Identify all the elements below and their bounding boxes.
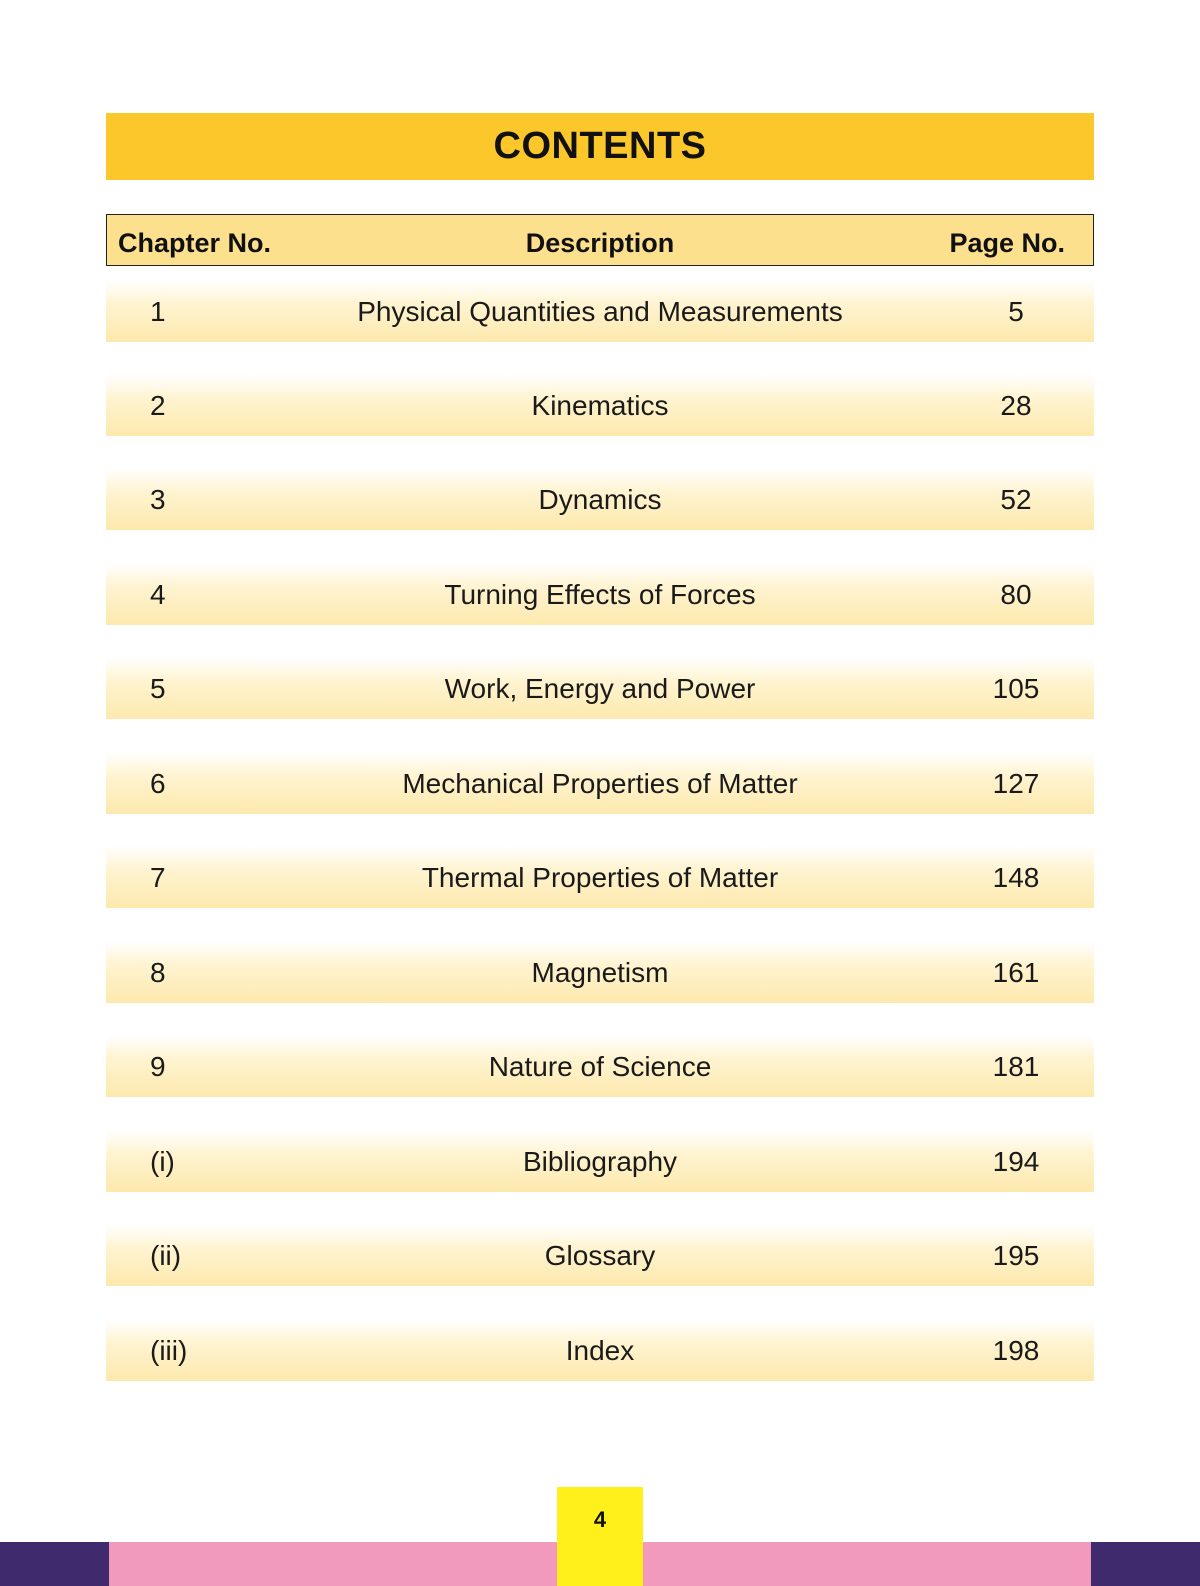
row-page-no: 80 xyxy=(1000,579,1032,610)
row-page-no: 195 xyxy=(992,1240,1040,1271)
table-row[interactable] xyxy=(106,941,1094,1003)
row-chapter-no: 9 xyxy=(150,1051,166,1082)
table-row[interactable] xyxy=(106,374,1094,436)
row-description: Nature of Science xyxy=(488,1051,712,1082)
row-page-no: 5 xyxy=(1008,296,1024,327)
row-page-no: 28 xyxy=(1000,390,1032,421)
row-page-no: 198 xyxy=(992,1335,1040,1366)
table-row[interactable] xyxy=(106,1224,1094,1286)
row-description: Bibliography xyxy=(522,1146,678,1177)
row-chapter-no: 6 xyxy=(150,768,166,799)
row-page-no: 52 xyxy=(1000,484,1032,515)
table-row[interactable] xyxy=(106,468,1094,530)
row-page-no: 161 xyxy=(992,957,1040,988)
row-page-no: 105 xyxy=(992,673,1040,704)
footer-right-block xyxy=(1091,1542,1200,1586)
table-row[interactable] xyxy=(106,657,1094,719)
table-row[interactable] xyxy=(106,846,1094,908)
row-description: Mechanical Properties of Matter xyxy=(402,768,798,799)
row-description: Work, Energy and Power xyxy=(444,673,756,704)
row-chapter-no: 2 xyxy=(150,390,166,421)
row-chapter-no: (ii) xyxy=(150,1240,182,1271)
table-row[interactable] xyxy=(106,1035,1094,1097)
table-row[interactable] xyxy=(106,1130,1094,1192)
row-chapter-no: (i) xyxy=(150,1146,175,1177)
row-description: Glossary xyxy=(544,1240,656,1271)
row-description: Turning Effects of Forces xyxy=(444,579,756,610)
header-page-no: Page No. xyxy=(949,228,1065,258)
row-description: Kinematics xyxy=(531,390,669,421)
row-chapter-no: 8 xyxy=(150,957,166,988)
row-description: Magnetism xyxy=(531,957,669,988)
row-chapter-no: 5 xyxy=(150,673,166,704)
row-description: Thermal Properties of Matter xyxy=(421,862,779,893)
row-page-no: 148 xyxy=(992,862,1040,893)
page-number: 4 xyxy=(593,1507,607,1532)
header-description: Description xyxy=(525,228,675,258)
table-row[interactable] xyxy=(106,1319,1094,1381)
row-description: Physical Quantities and Measurements xyxy=(357,296,843,327)
row-description: Dynamics xyxy=(538,484,662,515)
row-chapter-no: 7 xyxy=(150,862,166,893)
page-title: CONTENTS xyxy=(493,125,707,167)
table-header xyxy=(106,214,1094,266)
row-chapter-no: 1 xyxy=(150,296,166,327)
row-page-no: 194 xyxy=(992,1146,1040,1177)
table-row[interactable] xyxy=(106,752,1094,814)
table-row[interactable] xyxy=(106,563,1094,625)
table-row[interactable] xyxy=(106,280,1094,342)
footer-left-block xyxy=(0,1542,109,1586)
row-chapter-no: (iii) xyxy=(150,1335,188,1366)
row-page-no: 181 xyxy=(992,1051,1040,1082)
header-chapter-no: Chapter No. xyxy=(118,228,272,258)
page-number-box xyxy=(557,1487,643,1586)
row-chapter-no: 3 xyxy=(150,484,166,515)
row-page-no: 127 xyxy=(992,768,1040,799)
row-description: Index xyxy=(565,1335,635,1366)
row-chapter-no: 4 xyxy=(150,579,166,610)
contents-title-bar xyxy=(106,113,1094,180)
